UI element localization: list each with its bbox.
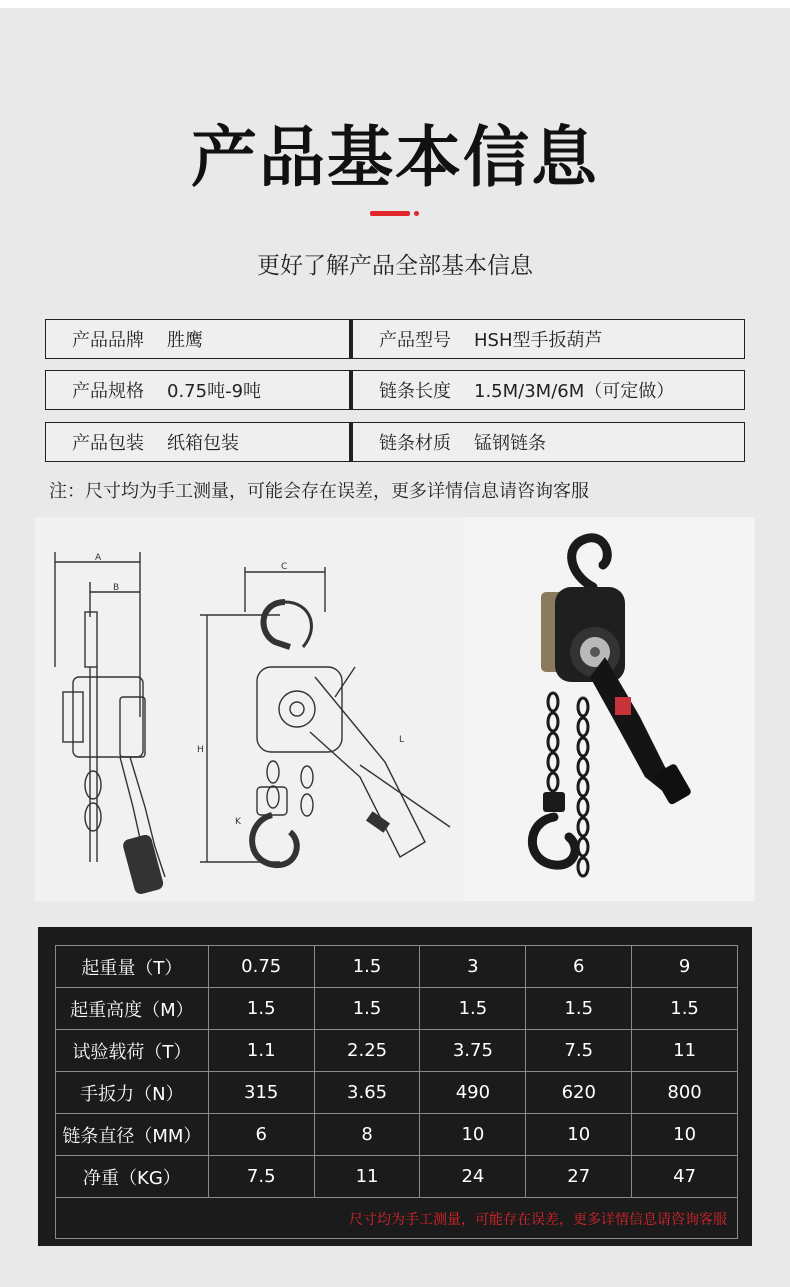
spec-table (55, 945, 738, 1198)
info-cell (350, 422, 745, 462)
table-cell: 1.5 (632, 988, 738, 1030)
info-cell (45, 319, 350, 359)
dim-label-b: B (113, 583, 120, 593)
table-cell: 7.5 (208, 1156, 314, 1198)
table-row (56, 946, 738, 988)
table-cell: 1.1 (208, 1030, 314, 1072)
row-header: 起重高度（M） (56, 988, 209, 1030)
table-cell: 1.5 (314, 988, 420, 1030)
top-strip (0, 0, 790, 8)
table-cell: 315 (208, 1072, 314, 1114)
table-cell: 2.25 (314, 1030, 420, 1072)
info-cell (45, 370, 350, 410)
table-row (56, 988, 738, 1030)
info-value: 纸箱包装 (167, 433, 239, 454)
table-cell: 0.75 (208, 946, 314, 988)
accent-dot (414, 211, 419, 216)
dim-label-c: C (281, 562, 288, 572)
table-row (56, 1114, 738, 1156)
dim-label-l: L (399, 735, 405, 745)
table-cell: 1.5 (208, 988, 314, 1030)
hoist-line-drawing (35, 517, 465, 901)
table-cell: 10 (632, 1114, 738, 1156)
table-cell: 3.75 (420, 1030, 526, 1072)
info-key: 链条材质 (379, 433, 451, 454)
dimension-drawing (35, 517, 465, 901)
table-cell: 9 (632, 946, 738, 988)
info-value: 1.5M/3M/6M（可定做） (474, 381, 675, 402)
table-cell: 7.5 (526, 1030, 632, 1072)
info-value: 锰钢链条 (474, 433, 546, 454)
info-cell (350, 370, 745, 410)
page-subtitle: 更好了解产品全部基本信息 (257, 253, 533, 279)
row-header: 手扳力（N） (56, 1072, 209, 1114)
table-row (56, 1072, 738, 1114)
product-photo (465, 517, 755, 901)
info-value: HSH型手扳葫芦 (474, 330, 603, 351)
info-row (45, 422, 745, 462)
table-cell: 11 (632, 1030, 738, 1072)
info-value: 胜鹰 (167, 330, 203, 351)
table-cell: 3.65 (314, 1072, 420, 1114)
accent-bar (370, 211, 410, 216)
table-cell: 3 (420, 946, 526, 988)
row-header: 起重量（T） (56, 946, 209, 988)
row-header: 试验载荷（T） (56, 1030, 209, 1072)
table-cell: 24 (420, 1156, 526, 1198)
lever-hoist-illustration (465, 517, 755, 901)
info-row (45, 319, 745, 359)
dim-label-h: H (197, 745, 204, 755)
table-cell: 10 (420, 1114, 526, 1156)
dim-label-a: A (95, 553, 102, 563)
dim-label-k: K (235, 817, 241, 827)
measurement-note: 注：尺寸均为手工测量，可能会存在误差，更多详情信息请咨询客服 (49, 481, 589, 502)
spec-table-panel (38, 927, 752, 1246)
info-row (45, 370, 745, 410)
table-cell: 6 (208, 1114, 314, 1156)
info-cell (350, 319, 745, 359)
table-cell: 6 (526, 946, 632, 988)
table-cell: 11 (314, 1156, 420, 1198)
info-key: 产品包装 (72, 433, 144, 454)
table-cell: 8 (314, 1114, 420, 1156)
row-header: 链条直径（MM） (56, 1114, 209, 1156)
page-title: 产品基本信息 (191, 119, 599, 196)
info-key: 产品规格 (72, 381, 144, 402)
spec-table-note: 尺寸均为手工测量，可能存在误差，更多详情信息请咨询客服 (55, 1197, 738, 1239)
table-cell: 490 (420, 1072, 526, 1114)
table-cell: 800 (632, 1072, 738, 1114)
table-row (56, 1156, 738, 1198)
info-key: 产品型号 (379, 330, 451, 351)
table-cell: 27 (526, 1156, 632, 1198)
info-key: 产品品牌 (72, 330, 144, 351)
info-cell (45, 422, 350, 462)
table-cell: 1.5 (526, 988, 632, 1030)
table-row (56, 1030, 738, 1072)
table-cell: 1.5 (314, 946, 420, 988)
table-cell: 47 (632, 1156, 738, 1198)
info-value: 0.75吨-9吨 (167, 381, 262, 402)
info-key: 链条长度 (379, 381, 451, 402)
row-header: 净重（KG） (56, 1156, 209, 1198)
table-cell: 10 (526, 1114, 632, 1156)
table-cell: 1.5 (420, 988, 526, 1030)
table-cell: 620 (526, 1072, 632, 1114)
